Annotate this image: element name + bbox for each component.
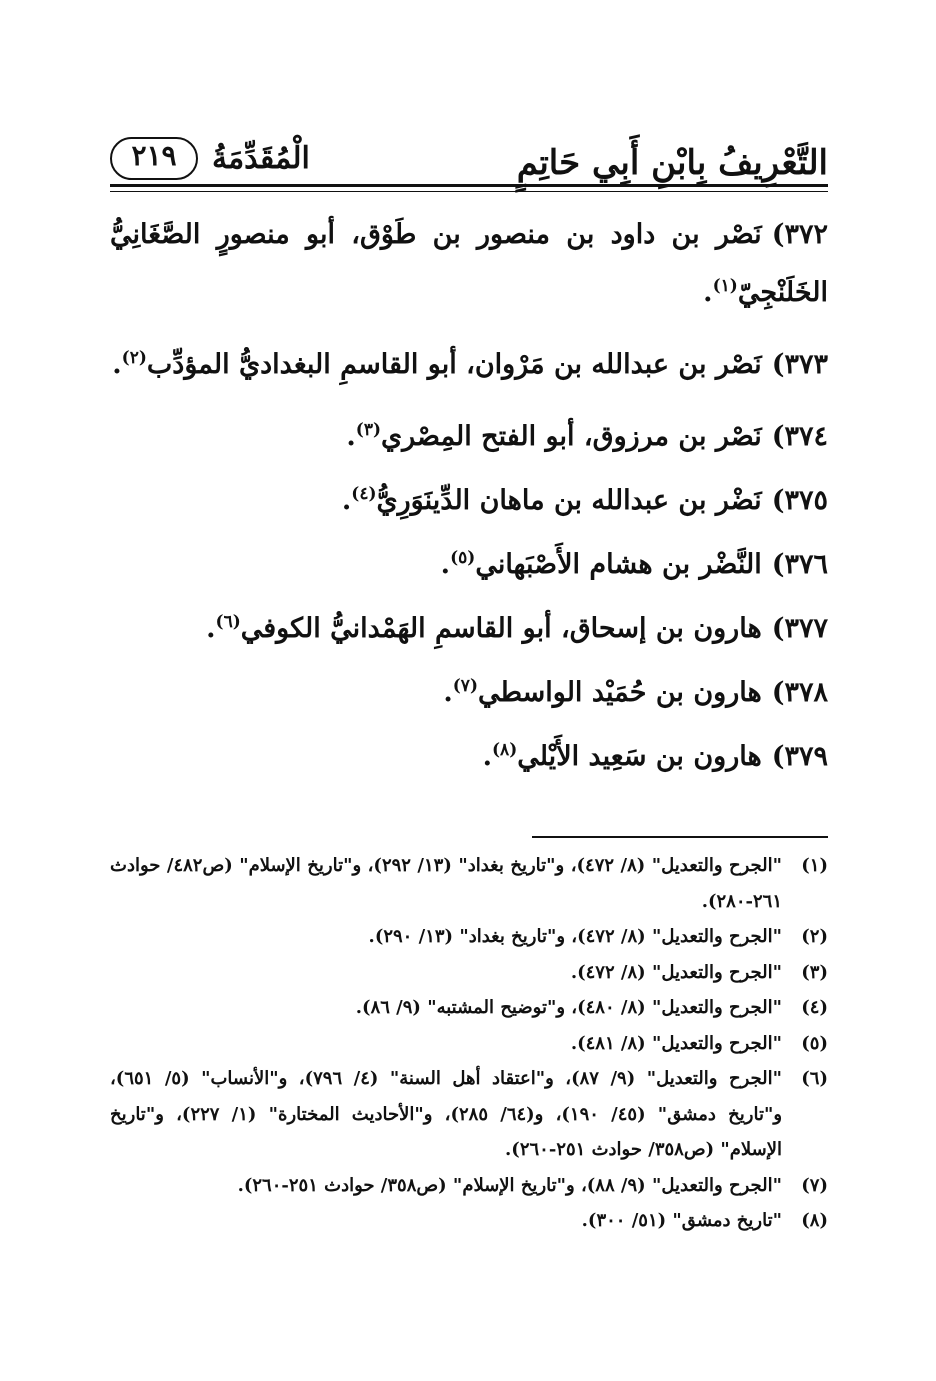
entry: [110, 206, 828, 322]
page-number: ٢١٩: [110, 137, 198, 180]
footnotes-list: [110, 848, 828, 1239]
header-section-group: [110, 137, 310, 180]
footnote-ref: (٣): [355, 420, 381, 440]
footnote: [110, 848, 828, 919]
entry-number: ٣٧٦): [771, 549, 828, 580]
entry-number: ٣٧٧): [771, 613, 828, 644]
entry: [110, 536, 828, 594]
entries-list: [110, 206, 828, 792]
footnote-number: (٤): [801, 997, 828, 1018]
footnote-ref: (٧): [452, 676, 478, 696]
footnote-text: "الجرح والتعديل" (٨/ ٤٨١).: [570, 1032, 782, 1054]
page-header: [110, 128, 828, 183]
footnote: [110, 1203, 828, 1239]
entry: [110, 728, 828, 786]
entry-end: .: [443, 677, 453, 708]
entry: [110, 664, 828, 722]
footnote-text: "الجرح والتعديل" (٨/ ٤٧٢)، و"تاريخ بغداد" (١٣/ ٢٩٢)، و"تاريخ الإسلام" (ص٤٨٢/ حوادث ٢٦١-٢٨٠).: [110, 855, 783, 912]
header-rule-thin: [110, 191, 828, 192]
footnote-text: "الجرح والتعديل" (٨/ ٤٧٢)، و"تاريخ بغداد" (١٣/ ٢٩٠).: [368, 926, 782, 947]
entry-text: نَصْر بن داود بن منصور بن طَوْق، أبو منصورٍ الصَّغَانِيُّ الخَلَنْجِيّ: [110, 219, 828, 308]
entry: [110, 472, 828, 530]
footnote: [110, 990, 828, 1026]
book-title: التَّعْرِيفُ بِابْنِ أَبِي حَاتِمٍ: [516, 143, 828, 183]
footnote-text: "تاريخ دمشق" (٥١/ ٣٠٠).: [581, 1210, 782, 1231]
footnote-ref: (٦): [215, 612, 241, 632]
footnote-ref: (٥): [450, 548, 476, 568]
footnote-text: "الجرح والتعديل" (٨/ ٤٨٠)، و"توضيح المشتبه" (٩/ ٨٦).: [355, 997, 782, 1018]
entry-end: .: [703, 277, 713, 308]
footnote-number: (٥): [801, 1032, 828, 1054]
footnote-ref: (٢): [121, 348, 147, 368]
footnote-text: "الجرح والتعديل" (٨/ ٤٧٢).: [570, 961, 782, 983]
entry-end: .: [112, 349, 122, 380]
footnote: [110, 1168, 828, 1204]
entry-text: النَّضْر بن هشام الأَصْبَهاني: [475, 549, 762, 580]
footnote-number: (٦): [801, 1068, 828, 1089]
footnote-separator: [532, 836, 828, 838]
footnote: [110, 919, 828, 955]
entry: [110, 336, 828, 394]
entry-number: ٣٧٤): [771, 421, 828, 452]
footnote-text: "الجرح والتعديل" (٩/ ٨٧)، و"اعتقاد أهل السنة" (٤/ ٧٩٦)، و"الأنساب" (٥/ ٦٥١)، و"تاريخ دمشق" (٤٥/ ١٩٠)، و(٦٤/ ٢٨٥)، و"الأحاديث المختارة" (١/ ٢٢٧)، و"تاريخ الإسلام" (ص٣٥٨/ حوادث ٢٥١-٢٦٠).: [110, 1068, 783, 1160]
entry-text: هارون بن سَعِيد الأَيْلي: [517, 741, 762, 772]
entry-text: نَضْر بن عبدالله بن ماهان الدِّينَوَرِيُّ: [376, 485, 762, 516]
entry-end: .: [346, 421, 356, 452]
section-title: الْمُقَدِّمَةُ: [212, 140, 310, 176]
entry-number: ٣٧٢): [771, 219, 828, 250]
header-rule-thick: [110, 184, 828, 187]
entry-end: .: [206, 613, 216, 644]
entry: [110, 600, 828, 658]
entry-end: .: [341, 485, 352, 516]
footnote-number: (٣): [801, 961, 828, 983]
footnote: [110, 1026, 828, 1062]
footnote-text: "الجرح والتعديل" (٩/ ٨٨)، و"تاريخ الإسلام" (ص٣٥٨/ حوادث ٢٥١-٢٦٠).: [237, 1174, 782, 1196]
entry-end: .: [482, 741, 492, 772]
entry-text: نَصْر بن مرزوق، أبو الفتح المِصْري: [381, 421, 762, 452]
footnote-number: (١): [801, 855, 828, 876]
footnote-number: (٨): [801, 1210, 828, 1231]
entry-number: ٣٧٩): [771, 741, 828, 772]
entry-text: هارون بن حُمَيْد الواسطي: [477, 677, 762, 708]
footnote-number: (٧): [801, 1174, 828, 1196]
footnote-ref: (١): [712, 276, 738, 296]
entry-text: هارون بن إسحاق، أبو القاسمِ الهَمْدانيُّ الكوفي: [240, 613, 762, 644]
footnote: [110, 1061, 828, 1168]
footnote: [110, 955, 828, 991]
footnote-number: (٢): [801, 926, 828, 947]
footnote-ref: (٤): [351, 484, 377, 504]
footnote-ref: (٨): [492, 740, 518, 760]
entry: [110, 408, 828, 466]
entry-number: ٣٧٨): [771, 677, 828, 708]
entry-number: ٣٧٣): [771, 349, 828, 380]
entry-end: .: [440, 549, 451, 580]
entry-text: نَصْر بن عبدالله بن مَرْوان، أبو القاسمِ البغداديُّ المؤدِّب: [146, 349, 762, 380]
entry-number: ٣٧٥): [771, 485, 828, 516]
